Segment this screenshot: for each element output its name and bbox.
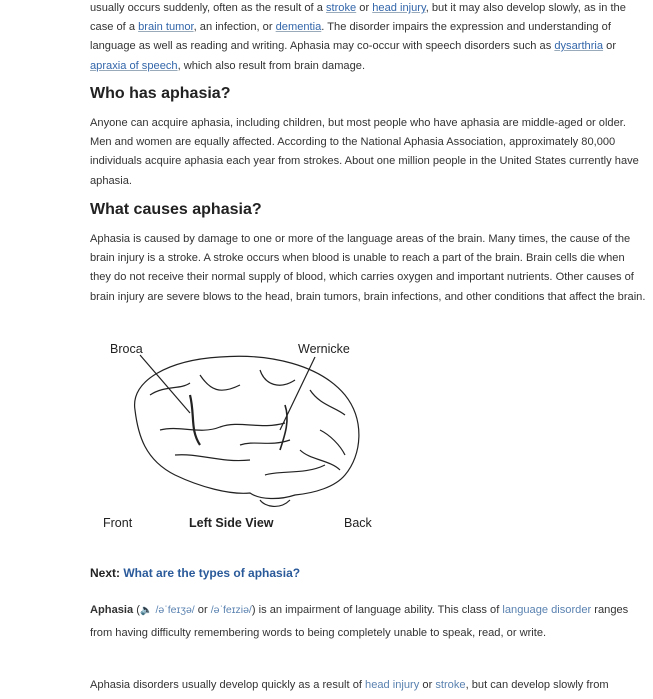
next-label: Next: [90,566,121,580]
text: , but can develop slowly from [465,679,609,691]
definition-paragraph [90,599,648,645]
label-wernicke: Wernicke [298,342,350,356]
link-brain-tumor[interactable]: brain tumor [138,21,194,34]
paren: ( [133,604,140,616]
next-link-row [90,566,300,580]
heading-who-has-aphasia: Who has aphasia? [90,85,231,102]
intro-paragraph [90,0,648,76]
text: , an infection, or [193,21,276,34]
label-left-side-view: Left Side View [189,516,274,530]
or-text: or [194,604,211,616]
text: Aphasia disorders usually develop quickly as a result of [90,679,366,691]
link-stroke[interactable]: stroke [435,679,466,691]
link-head-injury[interactable]: head injury [372,2,426,14]
text: ranges from having difficulty remembering words to being completely unable to speak, read, or write. [90,604,629,639]
text: Anyone can acquire aphasia, including children, but most people who have aphasia are middle-aged or older. Men and women are equally affected. According to the National Aphasia Association, approximately 80,000 individuals acquire aphasia each year from strokes. About one million people in the United States currently have aphasia. [90,117,639,187]
speaker-icon[interactable]: 🔈 [139,605,153,616]
link-dysarthria[interactable]: dysarthria [554,40,604,53]
link-apraxia-of-speech[interactable]: apraxia of speech [90,59,178,72]
next-link-types-of-aphasia[interactable]: What are the types of aphasia? [123,566,301,580]
last-paragraph [90,676,648,695]
text: ) is an impairment of language ability. This class of [251,604,503,616]
text: or [603,40,617,53]
who-paragraph [90,114,648,191]
text: usually occurs suddenly, often as the result of a [90,2,326,14]
ipa-2: /əˈfeɪziə/ [210,604,252,616]
brain-diagram [90,335,390,535]
link-dementia[interactable]: dementia [275,21,322,34]
text: , which also result from brain damage. [177,59,366,72]
text: , but it may also develop slowly, as in the case of a [90,2,626,34]
brain-illustration [90,335,390,515]
heading-what-causes-aphasia: What causes aphasia? [90,201,262,218]
label-broca: Broca [110,342,143,356]
link-head-injury[interactable]: head injury [365,679,420,691]
text: or [356,2,373,14]
label-front: Front [103,516,133,530]
definition-term: Aphasia [90,604,134,616]
text: . The disorder impairs the expression and understanding of language as well as reading and writing. Aphasia may co-occur with speech disorders such as [90,21,611,53]
label-back: Back [344,516,372,530]
text: or [419,679,436,691]
link-language-disorder[interactable]: language disorder [502,604,592,616]
text: Aphasia is caused by damage to one or more of the language areas of the brain. Many times, the cause of the brain injury is a stroke. A stroke occurs when blood is unable to reach a part of the brain. Brain cells die when they do not receive their normal supply of blood, which carries oxygen and important nutrients. Other causes of brain injury are severe blows to the head, brain tumors, brain infections, and other conditions that affect the brain. [90,233,646,303]
ipa-1: /əˈfeɪʒə/ [155,604,195,616]
causes-paragraph [90,230,648,307]
link-stroke[interactable]: stroke [325,2,357,14]
